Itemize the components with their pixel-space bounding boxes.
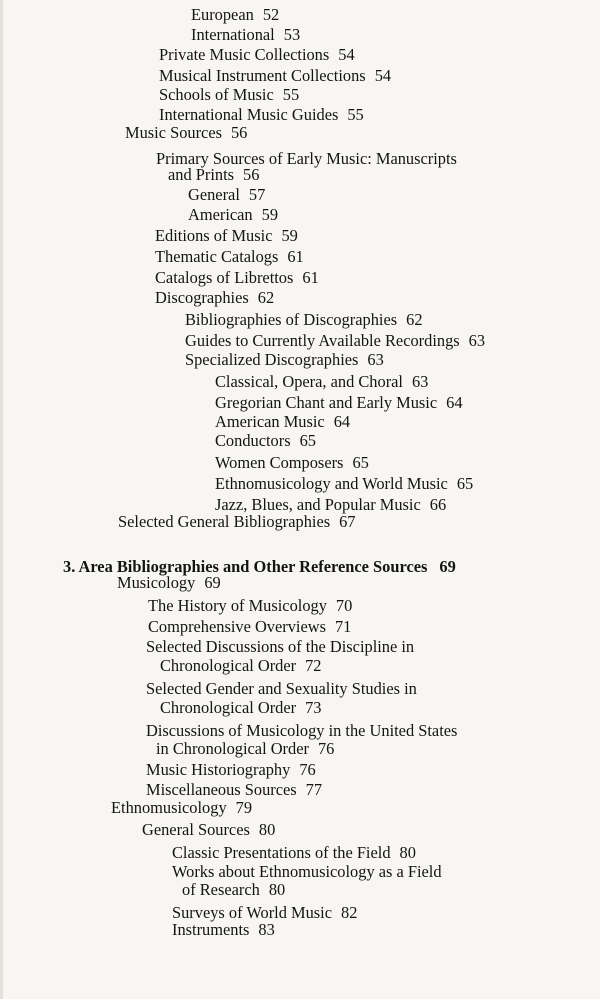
toc-page-number: 66 bbox=[429, 495, 447, 514]
toc-entry: Comprehensive Overviews 71 bbox=[148, 617, 352, 636]
toc-entry: Miscellaneous Sources 77 bbox=[146, 780, 323, 799]
toc-page-number: 67 bbox=[339, 512, 356, 531]
toc-page-number: 82 bbox=[341, 903, 358, 922]
toc-entry: Surveys of World Music 82 bbox=[172, 903, 358, 922]
toc-entry: American 59 bbox=[188, 205, 279, 224]
toc-page-number: 80 bbox=[268, 880, 286, 899]
toc-page-number: 61 bbox=[287, 247, 304, 266]
toc-page-number: 65 bbox=[299, 431, 316, 450]
toc-entry: Musicology 69 bbox=[117, 573, 221, 592]
toc-page-number: 79 bbox=[235, 798, 253, 817]
toc-entry: Musical Instrument Collections 54 bbox=[159, 66, 392, 85]
toc-entry: The History of Musicology 70 bbox=[148, 596, 353, 615]
toc-page-number: 56 bbox=[230, 123, 248, 142]
toc-entry: Schools of Music 55 bbox=[159, 85, 300, 104]
toc-page-number: 65 bbox=[352, 453, 369, 472]
toc-entry: Instruments 83 bbox=[172, 920, 275, 939]
toc-page-number: 54 bbox=[338, 45, 355, 64]
toc-page-number: 73 bbox=[305, 698, 322, 717]
toc-entry: Guides to Currently Available Recordings 63 bbox=[185, 331, 486, 350]
toc-entry: General 57 bbox=[188, 185, 266, 204]
toc-page-number: 76 bbox=[317, 739, 335, 758]
toc-entry: Works about Ethnomusicology as a Field bbox=[172, 862, 442, 881]
toc-entry: Music Sources 56 bbox=[125, 123, 248, 142]
toc-entry: in Chronological Order 76 bbox=[156, 739, 335, 758]
toc-page-number: 64 bbox=[333, 412, 351, 431]
toc-page-number: 54 bbox=[374, 66, 392, 85]
toc-page-number: 62 bbox=[257, 288, 275, 307]
toc-page-number: 62 bbox=[406, 310, 423, 329]
toc-entry: International Music Guides 55 bbox=[159, 105, 364, 124]
toc-page-number: 53 bbox=[283, 25, 301, 44]
toc-entry: Ethnomusicology and World Music 65 bbox=[215, 474, 474, 493]
toc-entry: Discussions of Musicology in the United States bbox=[146, 721, 458, 740]
toc-entry: Private Music Collections 54 bbox=[159, 45, 355, 64]
toc-entry: Classic Presentations of the Field 80 bbox=[172, 843, 416, 862]
toc-page-number: 63 bbox=[367, 350, 384, 369]
toc-entry: Women Composers 65 bbox=[215, 453, 369, 472]
toc-entry: American Music 64 bbox=[215, 412, 351, 431]
toc-entry: Thematic Catalogs 61 bbox=[155, 247, 304, 266]
toc-page-number: 80 bbox=[258, 820, 276, 839]
toc-entry: Chronological Order 72 bbox=[160, 656, 322, 675]
toc-page-number: 76 bbox=[299, 760, 316, 779]
toc-page-number: 65 bbox=[456, 474, 474, 493]
toc-entry: Music Historiography 76 bbox=[146, 760, 316, 779]
toc-page-number: 59 bbox=[261, 205, 279, 224]
toc-entry: Selected Discussions of the Discipline in bbox=[146, 637, 415, 656]
toc-entry: Bibliographies of Discographies 62 bbox=[185, 310, 423, 329]
toc-entry: Specialized Discographies 63 bbox=[185, 350, 384, 369]
toc-page-number: 55 bbox=[282, 85, 300, 104]
toc-page-number: 56 bbox=[243, 165, 260, 184]
toc-entry: Chronological Order 73 bbox=[160, 698, 322, 717]
toc-page-number: 80 bbox=[399, 843, 416, 862]
toc-entry: European 52 bbox=[191, 5, 280, 24]
toc-entry: General Sources 80 bbox=[142, 820, 276, 839]
toc-page-number: 69 bbox=[439, 557, 456, 576]
toc-entry: Gregorian Chant and Early Music 64 bbox=[215, 393, 463, 412]
toc-entry: Conductors 65 bbox=[215, 431, 316, 450]
toc-page-number: 52 bbox=[262, 5, 280, 24]
toc-page-number: 61 bbox=[302, 268, 319, 287]
toc-entry: of Research 80 bbox=[182, 880, 286, 899]
toc-page-number: 55 bbox=[347, 105, 364, 124]
toc-entry: and Prints 56 bbox=[168, 165, 260, 184]
toc-entry: Catalogs of Librettos 61 bbox=[155, 268, 319, 287]
page-edge bbox=[0, 0, 3, 999]
toc-entry: Selected General Bibliographies 67 bbox=[118, 512, 356, 531]
toc-entry: Editions of Music 59 bbox=[155, 226, 298, 245]
toc-entry: Selected Gender and Sexuality Studies in bbox=[146, 679, 417, 698]
toc-entry: Jazz, Blues, and Popular Music 66 bbox=[215, 495, 447, 514]
toc-page-number: 59 bbox=[281, 226, 298, 245]
toc-page-number: 83 bbox=[258, 920, 275, 939]
toc-entry: International 53 bbox=[191, 25, 301, 44]
toc-page-number: 69 bbox=[204, 573, 221, 592]
toc-page-number: 64 bbox=[446, 393, 463, 412]
toc-page-number: 57 bbox=[248, 185, 266, 204]
toc-entry: Discographies 62 bbox=[155, 288, 275, 307]
toc-page-number: 77 bbox=[305, 780, 323, 799]
toc-entry: Primary Sources of Early Music: Manuscripts bbox=[156, 149, 457, 168]
toc-page-number: 63 bbox=[468, 331, 486, 350]
toc-page-number: 70 bbox=[335, 596, 353, 615]
chapter-heading: 3. Area Bibliographies and Other Reference Sources 69 bbox=[63, 557, 456, 576]
toc-entry: Ethnomusicology 79 bbox=[111, 798, 253, 817]
toc-page-number: 63 bbox=[411, 372, 429, 391]
toc-page-number: 71 bbox=[334, 617, 352, 636]
toc-entry: Classical, Opera, and Choral 63 bbox=[215, 372, 429, 391]
toc-page-number: 72 bbox=[305, 656, 322, 675]
